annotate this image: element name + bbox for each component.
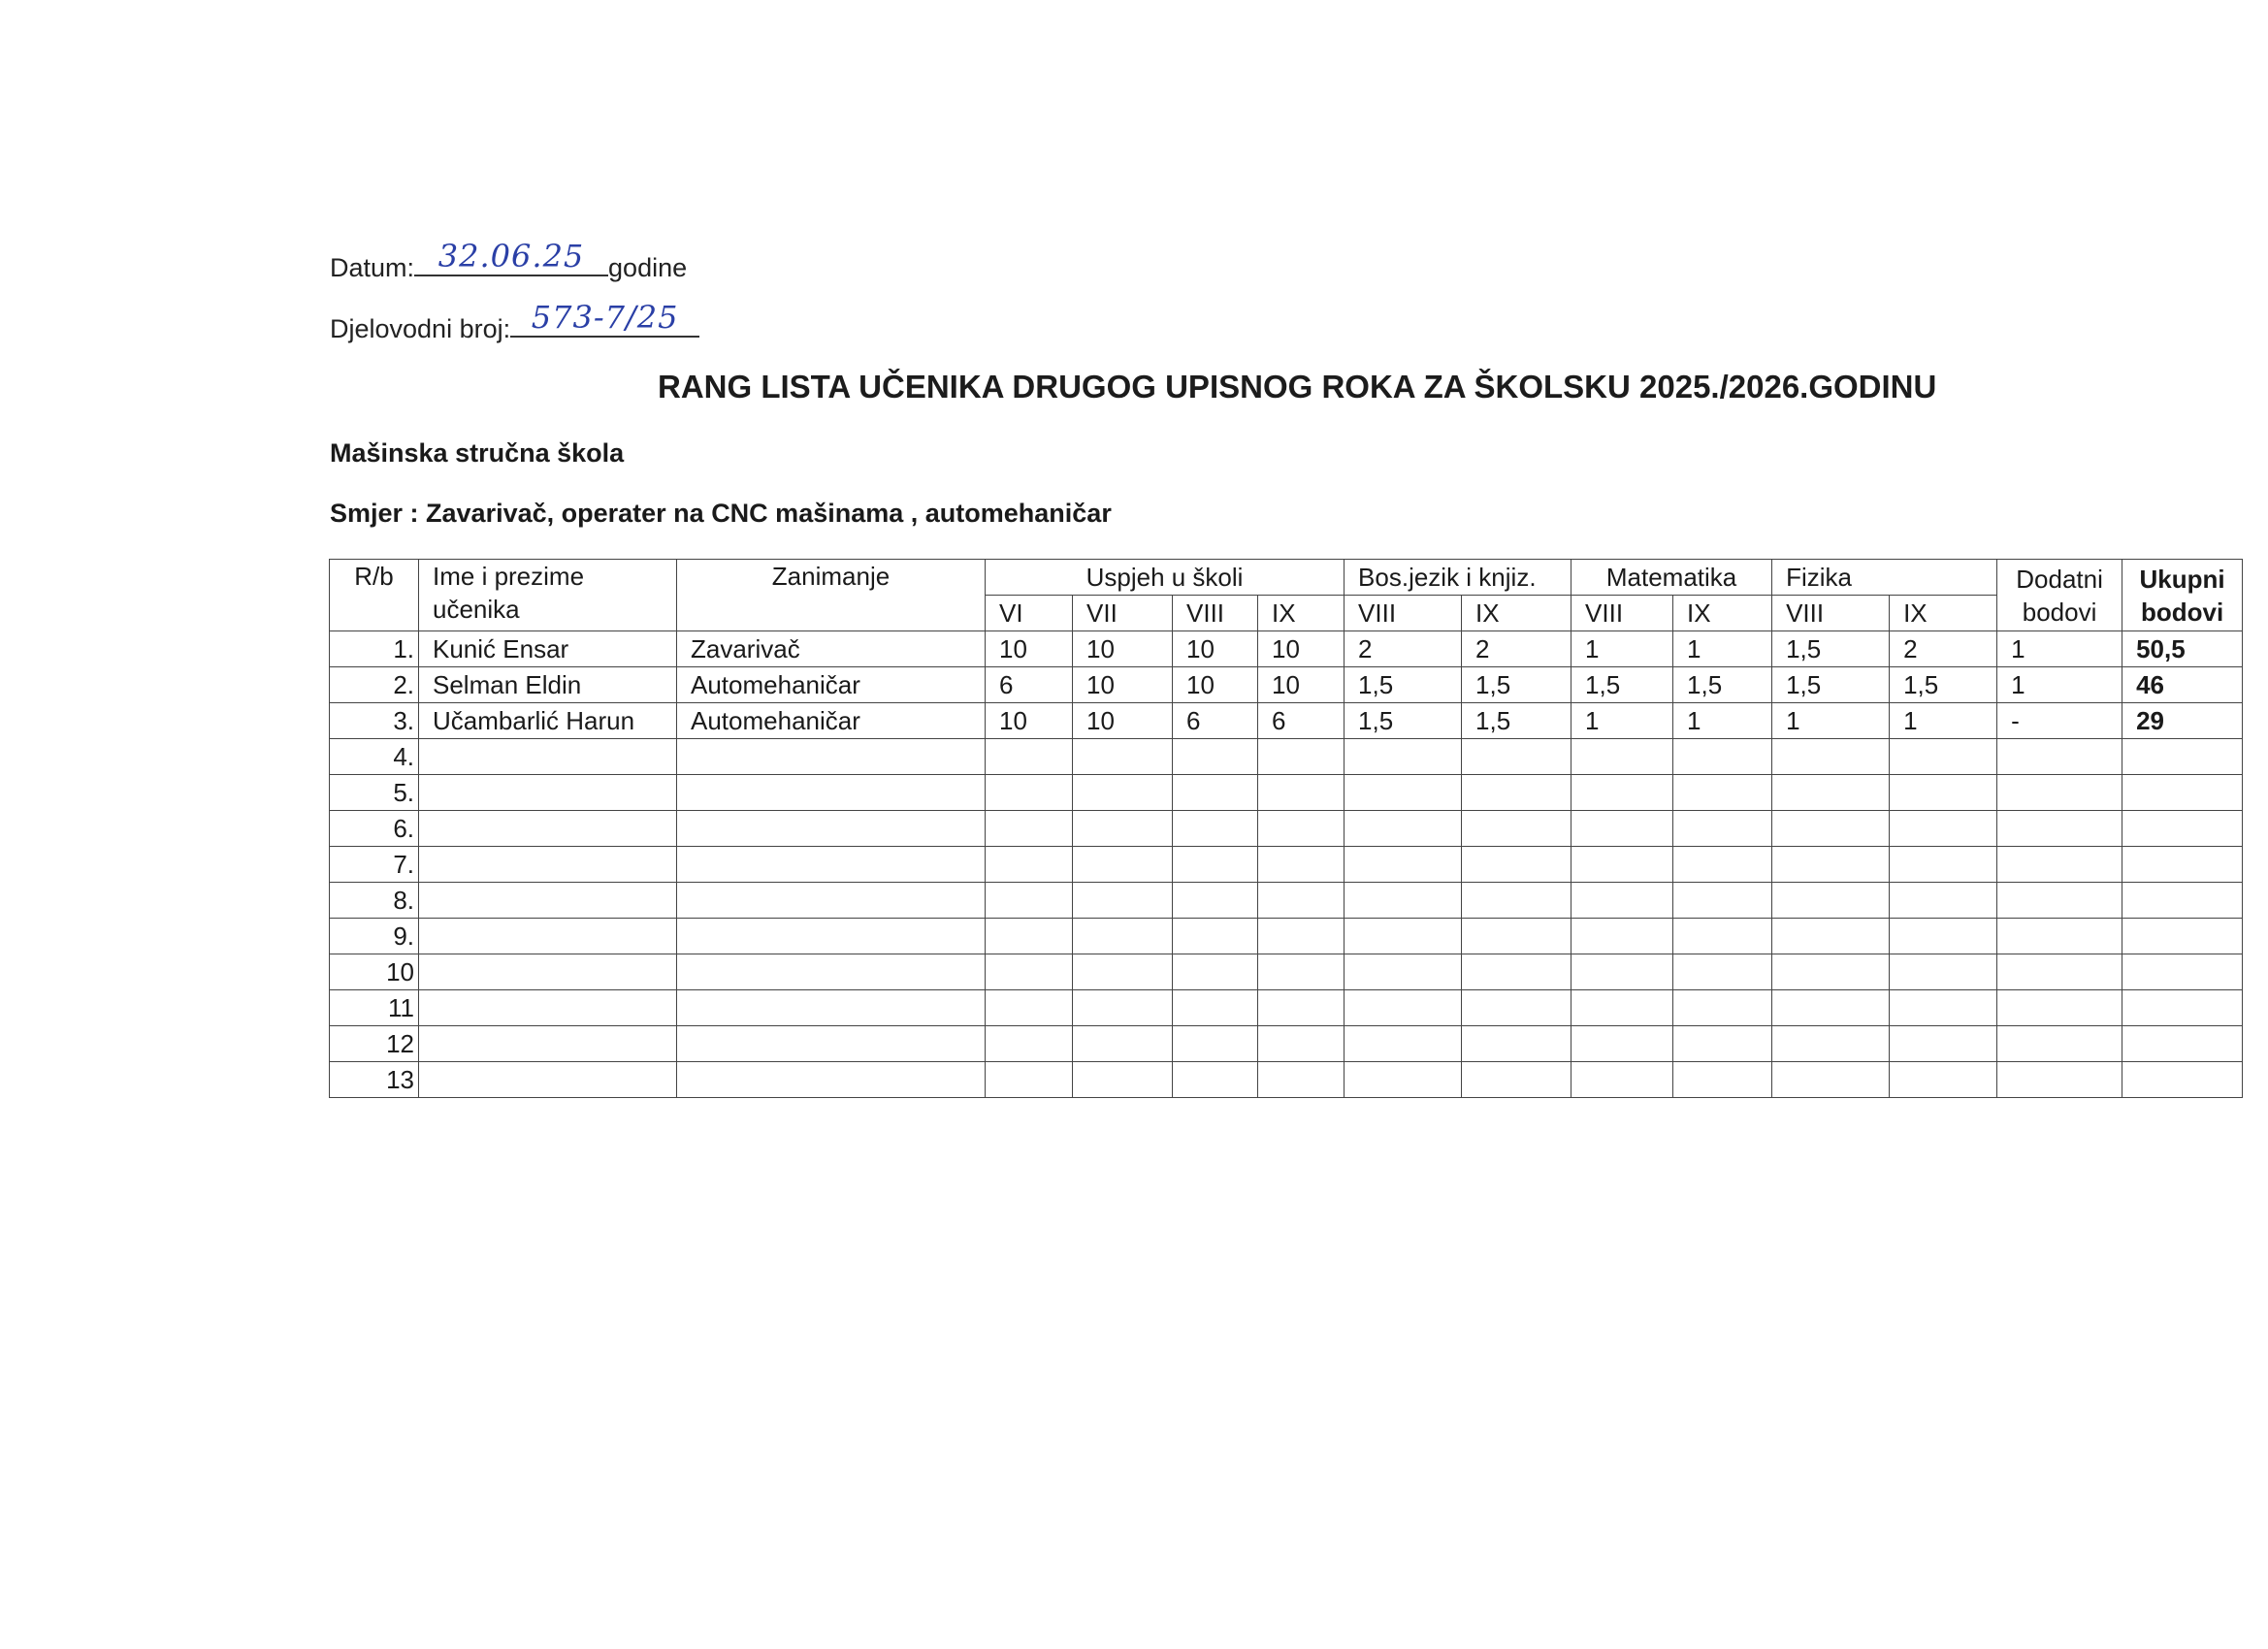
header-row-1 [330,560,2243,596]
cell-uspjeh-vi [986,775,1073,811]
header-ukupni-line2: bodovi [2140,597,2224,627]
cell-bos-viii: 2 [1345,631,1462,667]
cell-uspjeh-vii [1073,954,1173,990]
table-row [330,990,2243,1026]
cell-uspjeh-vii [1073,811,1173,847]
cell-mat-viii [1571,847,1673,883]
cell-bos-ix [1462,1026,1571,1062]
cell-bos-ix [1462,919,1571,954]
cell-dodatni [1997,883,2122,919]
table-row [330,739,2243,775]
header-dodatni [1997,560,2122,631]
cell-name: Selman Eldin [419,667,677,703]
header-ukupni-line1: Ukupni [2139,564,2225,594]
cell-bos-viii [1345,775,1462,811]
cell-mat-ix: 1 [1673,703,1772,739]
cell-bos-ix [1462,847,1571,883]
cell-dodatni [1997,847,2122,883]
cell-uspjeh-vii [1073,775,1173,811]
cell-uspjeh-vii [1073,919,1173,954]
cell-mat-viii [1571,1026,1673,1062]
cell-ukupni [2122,990,2243,1026]
cell-name [419,847,677,883]
cell-name: Kunić Ensar [419,631,677,667]
cell-fiz-viii: 1 [1772,703,1890,739]
header-name-line2: učenika [433,595,520,624]
cell-zanimanje [677,919,986,954]
cell-mat-viii: 1,5 [1571,667,1673,703]
cell-mat-ix [1673,883,1772,919]
header-fiz: Fizika [1772,560,1997,596]
cell-fiz-ix: 1 [1890,703,1997,739]
cell-mat-ix [1673,847,1772,883]
djelovodni-handwritten-value: 573-7/25 [531,299,679,336]
cell-uspjeh-vii [1073,739,1173,775]
cell-ukupni [2122,847,2243,883]
cell-ukupni [2122,919,2243,954]
cell-fiz-viii [1772,990,1890,1026]
cell-bos-viii [1345,847,1462,883]
cell-rb: 8. [330,883,419,919]
cell-bos-ix [1462,739,1571,775]
header-dodatni-line1: Dodatni [2016,564,2103,594]
cell-zanimanje [677,775,986,811]
header-uspjeh: Uspjeh u školi [986,560,1345,596]
table-row [330,883,2243,919]
cell-fiz-viii [1772,1026,1890,1062]
cell-bos-ix [1462,775,1571,811]
cell-zanimanje [677,811,986,847]
cell-uspjeh-ix: 10 [1258,631,1345,667]
subheader-uspjeh-vii: VII [1073,596,1173,631]
cell-bos-viii: 1,5 [1345,703,1462,739]
subheader-uspjeh-ix: IX [1258,596,1345,631]
table-row [330,775,2243,811]
cell-mat-ix [1673,954,1772,990]
cell-uspjeh-ix [1258,990,1345,1026]
cell-uspjeh-viii [1173,883,1258,919]
header-name [419,560,677,631]
cell-ukupni [2122,739,2243,775]
smjer-line: Smjer : Zavarivač, operater na CNC mašinama , automehaničar [330,499,1112,528]
cell-bos-ix: 2 [1462,631,1571,667]
cell-uspjeh-viii [1173,954,1258,990]
table-row [330,1062,2243,1098]
cell-mat-ix [1673,990,1772,1026]
cell-bos-ix: 1,5 [1462,703,1571,739]
cell-mat-viii [1571,883,1673,919]
cell-bos-ix [1462,883,1571,919]
subheader-uspjeh-viii: VIII [1173,596,1258,631]
cell-mat-ix [1673,811,1772,847]
cell-bos-viii [1345,811,1462,847]
cell-uspjeh-ix [1258,883,1345,919]
cell-rb: 6. [330,811,419,847]
cell-mat-ix [1673,1026,1772,1062]
header-zanimanje: Zanimanje [677,560,986,631]
cell-ukupni [2122,811,2243,847]
cell-bos-ix: 1,5 [1462,667,1571,703]
header-bos: Bos.jezik i knjiz. [1345,560,1571,596]
datum-field [414,238,608,276]
cell-uspjeh-viii [1173,919,1258,954]
cell-bos-viii [1345,990,1462,1026]
cell-mat-viii [1571,739,1673,775]
cell-rb: 13 [330,1062,419,1098]
cell-zanimanje [677,990,986,1026]
cell-uspjeh-vi [986,883,1073,919]
cell-name [419,811,677,847]
cell-mat-viii [1571,990,1673,1026]
cell-fiz-viii [1772,954,1890,990]
cell-name [419,883,677,919]
subheader-bos-ix: IX [1462,596,1571,631]
cell-uspjeh-vii [1073,883,1173,919]
header-name-line1: Ime i prezime [433,562,585,591]
cell-zanimanje: Automehaničar [677,703,986,739]
cell-dodatni [1997,919,2122,954]
cell-fiz-ix [1890,739,1997,775]
cell-bos-ix [1462,811,1571,847]
cell-mat-viii [1571,954,1673,990]
cell-rb: 2. [330,667,419,703]
cell-uspjeh-vi [986,954,1073,990]
cell-uspjeh-vii: 10 [1073,667,1173,703]
cell-fiz-ix [1890,954,1997,990]
cell-mat-viii [1571,775,1673,811]
cell-mat-ix [1673,919,1772,954]
table-row [330,847,2243,883]
header-ukupni [2122,560,2243,631]
cell-dodatni [1997,990,2122,1026]
table-row [330,811,2243,847]
table-row [330,667,2243,703]
cell-dodatni [1997,811,2122,847]
cell-name [419,954,677,990]
cell-uspjeh-vi: 10 [986,631,1073,667]
cell-bos-ix [1462,954,1571,990]
cell-ukupni [2122,1026,2243,1062]
cell-bos-viii: 1,5 [1345,667,1462,703]
cell-uspjeh-vii: 10 [1073,631,1173,667]
cell-rb: 11 [330,990,419,1026]
cell-uspjeh-viii [1173,811,1258,847]
cell-ukupni [2122,775,2243,811]
cell-mat-ix [1673,1062,1772,1098]
cell-fiz-ix: 1,5 [1890,667,1997,703]
table-row [330,1026,2243,1062]
cell-ukupni [2122,1062,2243,1098]
cell-uspjeh-vii [1073,1026,1173,1062]
table-row [330,954,2243,990]
cell-zanimanje [677,883,986,919]
cell-dodatni [1997,1026,2122,1062]
cell-zanimanje [677,847,986,883]
cell-zanimanje [677,1062,986,1098]
cell-ukupni: 29 [2122,703,2243,739]
datum-line [330,238,688,283]
cell-zanimanje: Zavarivač [677,631,986,667]
cell-uspjeh-viii [1173,990,1258,1026]
cell-bos-viii [1345,919,1462,954]
cell-uspjeh-viii [1173,1062,1258,1098]
datum-suffix: godine [608,253,688,282]
cell-rb: 4. [330,739,419,775]
cell-fiz-viii [1772,811,1890,847]
cell-mat-viii [1571,1062,1673,1098]
cell-mat-ix [1673,775,1772,811]
cell-zanimanje: Automehaničar [677,667,986,703]
djelovodni-field [510,299,699,338]
cell-mat-viii: 1 [1571,631,1673,667]
cell-uspjeh-vi [986,990,1073,1026]
cell-rb: 3. [330,703,419,739]
cell-uspjeh-viii [1173,775,1258,811]
cell-mat-ix [1673,739,1772,775]
cell-uspjeh-vi [986,919,1073,954]
cell-bos-viii [1345,954,1462,990]
cell-zanimanje [677,954,986,990]
cell-uspjeh-vi: 6 [986,667,1073,703]
cell-rb: 7. [330,847,419,883]
cell-fiz-viii [1772,883,1890,919]
cell-uspjeh-vi [986,739,1073,775]
subheader-fiz-ix: IX [1890,596,1997,631]
cell-mat-ix: 1 [1673,631,1772,667]
cell-dodatni: 1 [1997,631,2122,667]
cell-uspjeh-ix [1258,811,1345,847]
cell-name [419,739,677,775]
subheader-uspjeh-vi: VI [986,596,1073,631]
cell-name: Učambarlić Harun [419,703,677,739]
cell-uspjeh-ix: 6 [1258,703,1345,739]
datum-label: Datum: [330,253,415,282]
cell-bos-ix [1462,990,1571,1026]
cell-mat-viii [1571,811,1673,847]
cell-uspjeh-vii [1073,847,1173,883]
table-row [330,703,2243,739]
cell-uspjeh-vii [1073,990,1173,1026]
cell-name [419,990,677,1026]
cell-rb: 1. [330,631,419,667]
cell-uspjeh-vi [986,847,1073,883]
djelovodni-line [330,299,699,344]
header-dodatni-line2: bodovi [2022,597,2097,627]
cell-uspjeh-viii: 10 [1173,667,1258,703]
cell-fiz-viii [1772,1062,1890,1098]
subheader-mat-viii: VIII [1571,596,1673,631]
cell-uspjeh-vi [986,1026,1073,1062]
cell-uspjeh-vi: 10 [986,703,1073,739]
cell-fiz-viii [1772,919,1890,954]
cell-zanimanje [677,1026,986,1062]
cell-rb: 9. [330,919,419,954]
cell-uspjeh-vi [986,1062,1073,1098]
cell-uspjeh-viii [1173,847,1258,883]
cell-bos-viii [1345,883,1462,919]
cell-uspjeh-ix [1258,847,1345,883]
cell-name [419,1062,677,1098]
cell-uspjeh-ix: 10 [1258,667,1345,703]
cell-bos-viii [1345,1026,1462,1062]
cell-uspjeh-vii [1073,1062,1173,1098]
cell-uspjeh-viii [1173,739,1258,775]
cell-ukupni [2122,883,2243,919]
cell-mat-viii [1571,919,1673,954]
subheader-mat-ix: IX [1673,596,1772,631]
cell-uspjeh-vii: 10 [1073,703,1173,739]
datum-handwritten-value: 32.06.25 [437,238,585,275]
cell-uspjeh-ix [1258,1062,1345,1098]
cell-fiz-ix [1890,1062,1997,1098]
cell-fiz-ix [1890,811,1997,847]
cell-name [419,775,677,811]
school-name: Mašinska stručna škola [330,438,625,468]
cell-rb: 5. [330,775,419,811]
cell-zanimanje [677,739,986,775]
djelovodni-label: Djelovodni broj: [330,314,511,343]
cell-name [419,919,677,954]
cell-name [419,1026,677,1062]
cell-fiz-viii [1772,739,1890,775]
header-rb: R/b [330,560,419,631]
cell-uspjeh-ix [1258,739,1345,775]
cell-bos-viii [1345,1062,1462,1098]
cell-ukupni [2122,954,2243,990]
cell-fiz-viii [1772,847,1890,883]
table-row [330,631,2243,667]
cell-dodatni [1997,739,2122,775]
cell-uspjeh-viii: 10 [1173,631,1258,667]
cell-rb: 10 [330,954,419,990]
cell-uspjeh-viii [1173,1026,1258,1062]
rank-table-body [330,631,2243,1098]
cell-dodatni: - [1997,703,2122,739]
header-mat: Matematika [1571,560,1772,596]
cell-fiz-ix [1890,1026,1997,1062]
cell-fiz-viii: 1,5 [1772,631,1890,667]
page-title: RANG LISTA UČENIKA DRUGOG UPISNOG ROKA ZA ŠKOLSKU 2025./2026.GODINU [658,369,1937,404]
cell-uspjeh-viii: 6 [1173,703,1258,739]
subheader-fiz-viii: VIII [1772,596,1890,631]
cell-mat-viii: 1 [1571,703,1673,739]
cell-ukupni: 46 [2122,667,2243,703]
cell-bos-ix [1462,1062,1571,1098]
subheader-bos-viii: VIII [1345,596,1462,631]
cell-dodatni [1997,954,2122,990]
rank-table [329,559,2243,1098]
cell-dodatni: 1 [1997,667,2122,703]
cell-fiz-ix: 2 [1890,631,1997,667]
cell-rb: 12 [330,1026,419,1062]
cell-uspjeh-ix [1258,775,1345,811]
cell-fiz-ix [1890,919,1997,954]
cell-fiz-ix [1890,847,1997,883]
cell-bos-viii [1345,739,1462,775]
cell-fiz-viii: 1,5 [1772,667,1890,703]
cell-uspjeh-vi [986,811,1073,847]
cell-dodatni [1997,1062,2122,1098]
cell-uspjeh-ix [1258,919,1345,954]
cell-uspjeh-ix [1258,1026,1345,1062]
cell-fiz-ix [1890,990,1997,1026]
cell-fiz-viii [1772,775,1890,811]
cell-mat-ix: 1,5 [1673,667,1772,703]
cell-ukupni: 50,5 [2122,631,2243,667]
cell-fiz-ix [1890,883,1997,919]
cell-fiz-ix [1890,775,1997,811]
table-row [330,919,2243,954]
cell-dodatni [1997,775,2122,811]
cell-uspjeh-ix [1258,954,1345,990]
